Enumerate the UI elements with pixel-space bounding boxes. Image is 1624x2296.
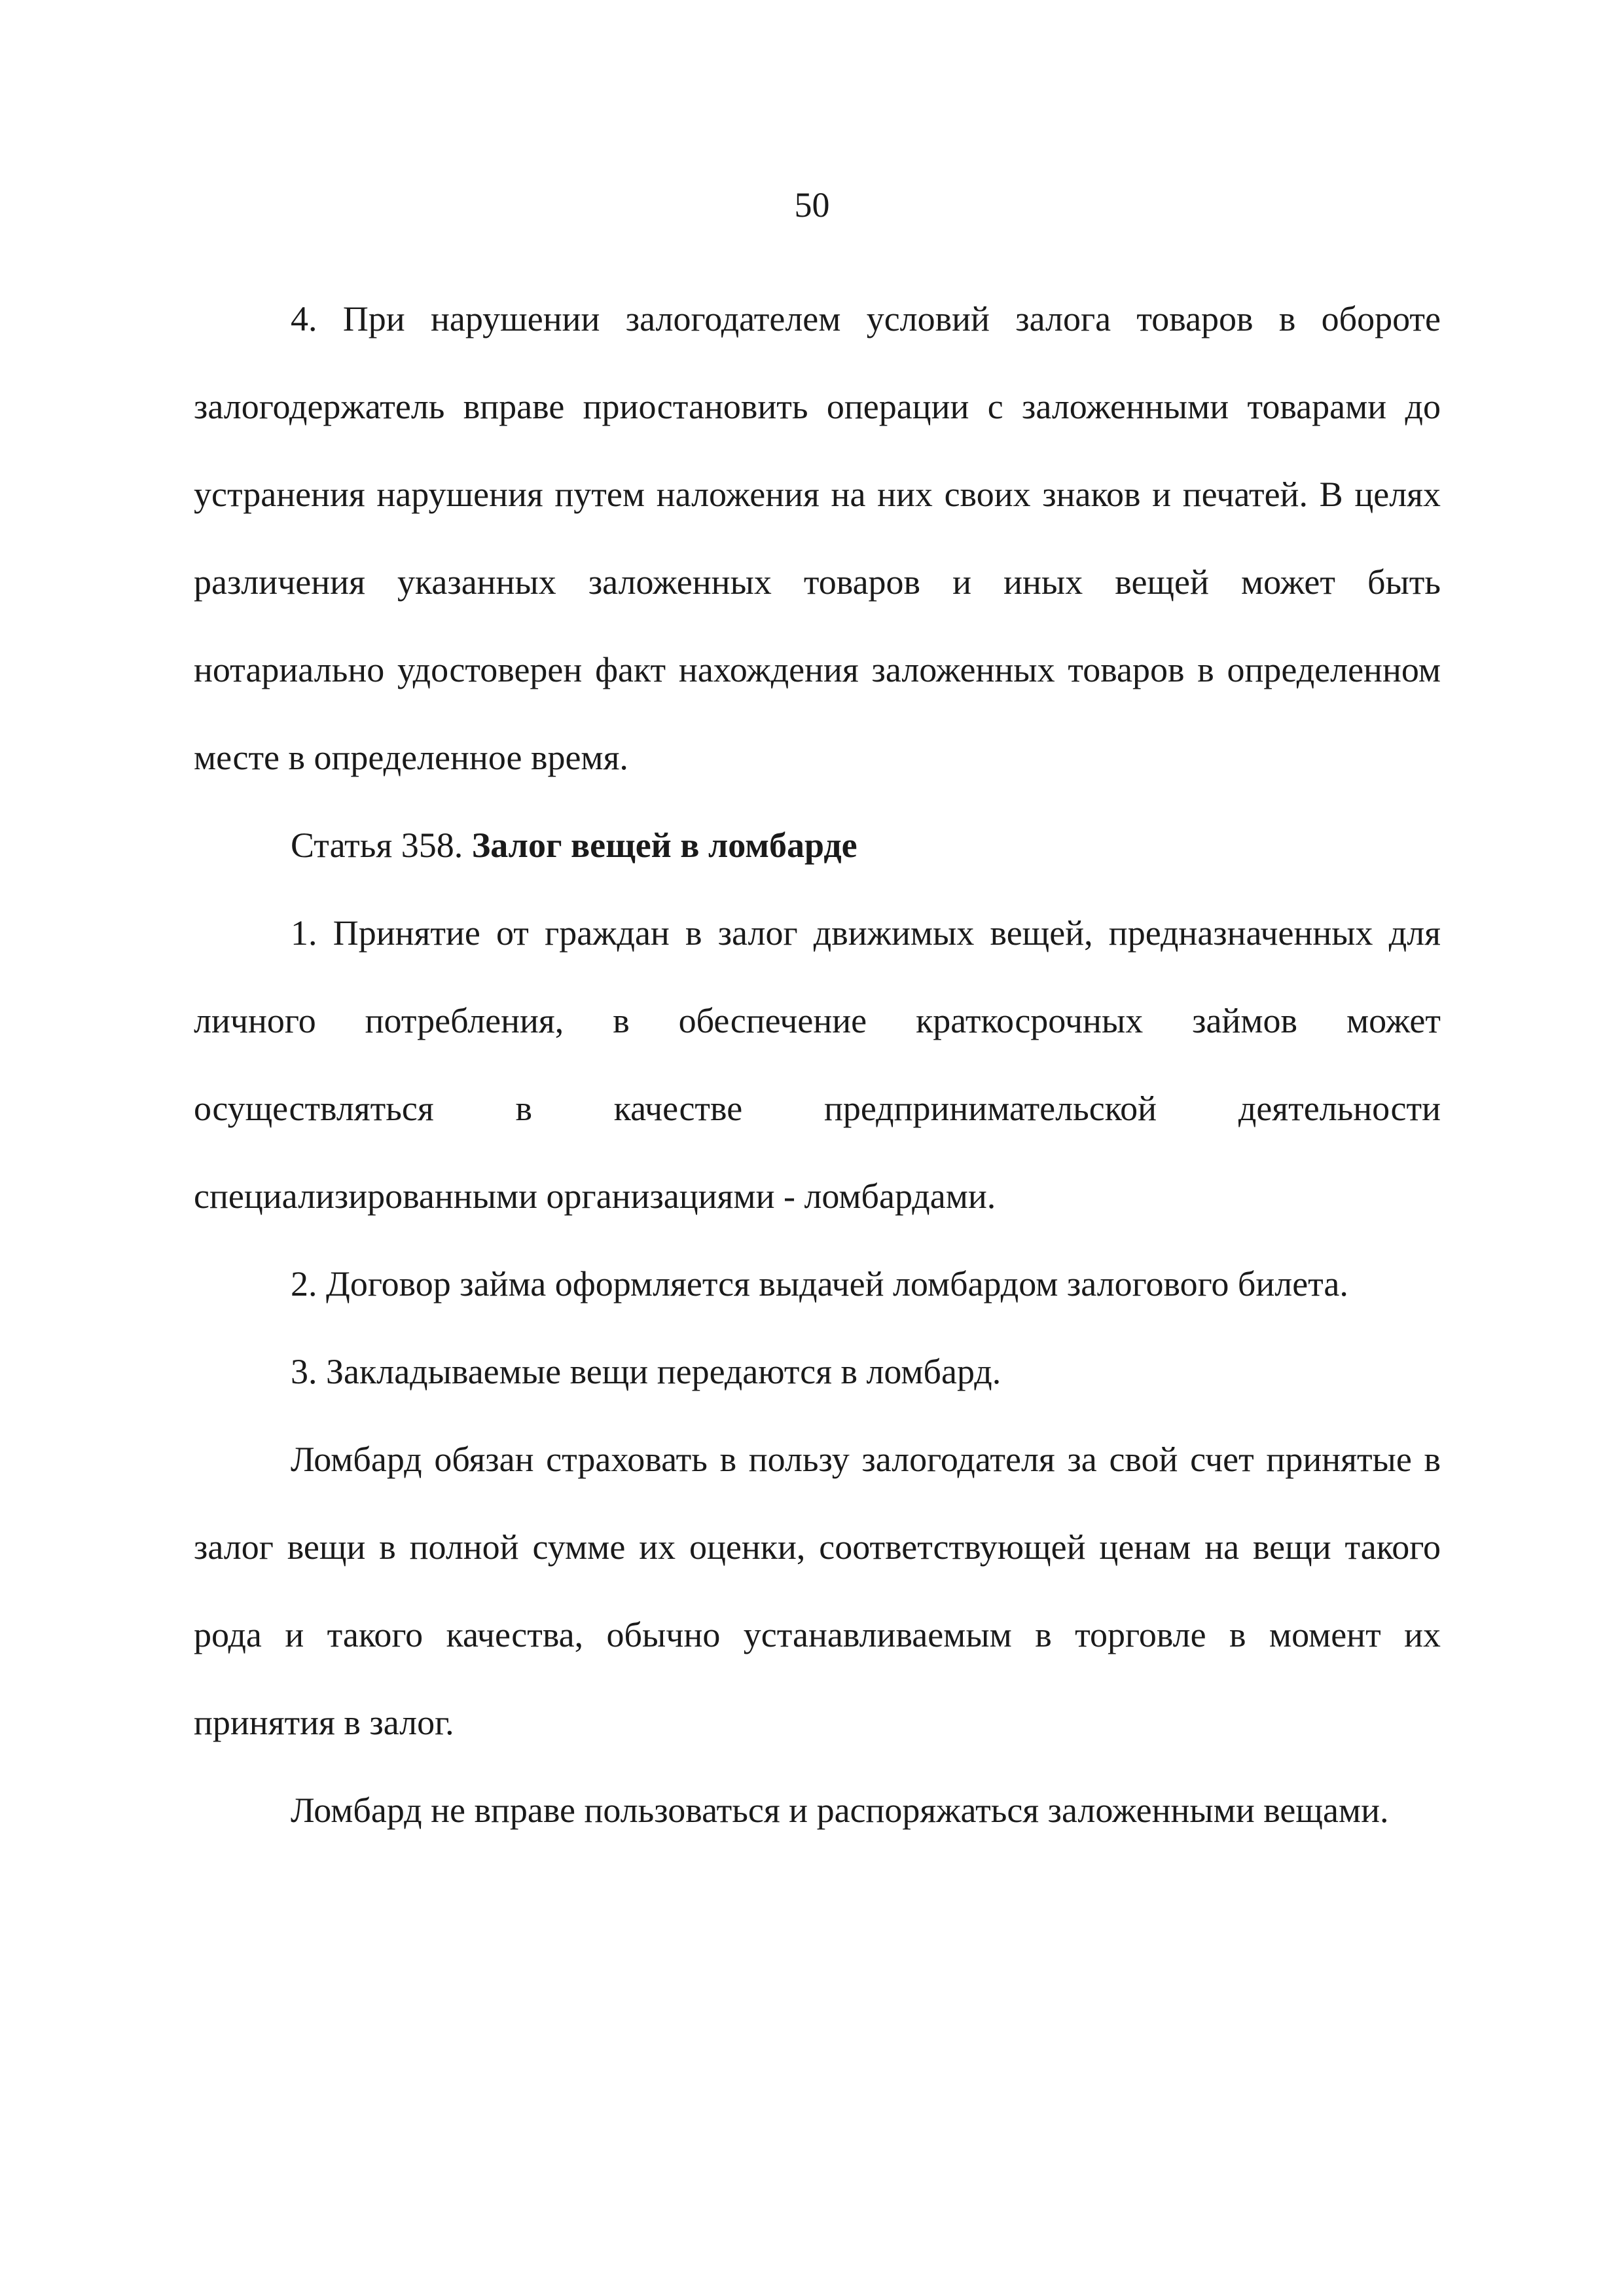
document-body: [194, 275, 1441, 1854]
article-title: Залог вещей в ломбарде: [471, 826, 857, 865]
article-paragraph-no-use: Ломбард не вправе пользоваться и распоряжаться заложенными вещами.: [291, 1791, 1389, 1830]
article-number: Статья 358.: [291, 826, 472, 865]
article-paragraph-3: 3. Закладываемые вещи передаются в ломбард.: [291, 1352, 1001, 1391]
paragraph-4-pledge-goods: 4. При нарушении залогодателем условий залога товаров в обороте залогодержатель вправе приостановить операции с заложенными товарами до устранения нарушения путем наложения на них своих знаков и печатей. В целях различения указанных заложенных товаров и иных вещей может быть нотариально удостоверен факт нахождения заложенных товаров в определенном месте в определенное время.: [194, 299, 1441, 777]
page-number: 50: [794, 185, 830, 225]
article-paragraph-insurance: Ломбард обязан страховать в пользу залогодателя за свой счет принятые в залог вещи в полной сумме их оценки, соответствующей ценам на вещи такого рода и такого качества, обычно устанавливаемым в торговле в момент их принятия в залог.: [194, 1440, 1441, 1742]
article-paragraph-1: 1. Принятие от граждан в залог движимых вещей, предназначенных для личного потребления, в обеспечение краткосрочных займов может осуществляться в качестве предпринимательской деятельности специализированными организациями - ломбардами.: [194, 913, 1441, 1216]
article-heading: [194, 801, 1441, 889]
article-paragraph-2: 2. Договор займа оформляется выдачей ломбардом залогового билета.: [291, 1264, 1348, 1303]
